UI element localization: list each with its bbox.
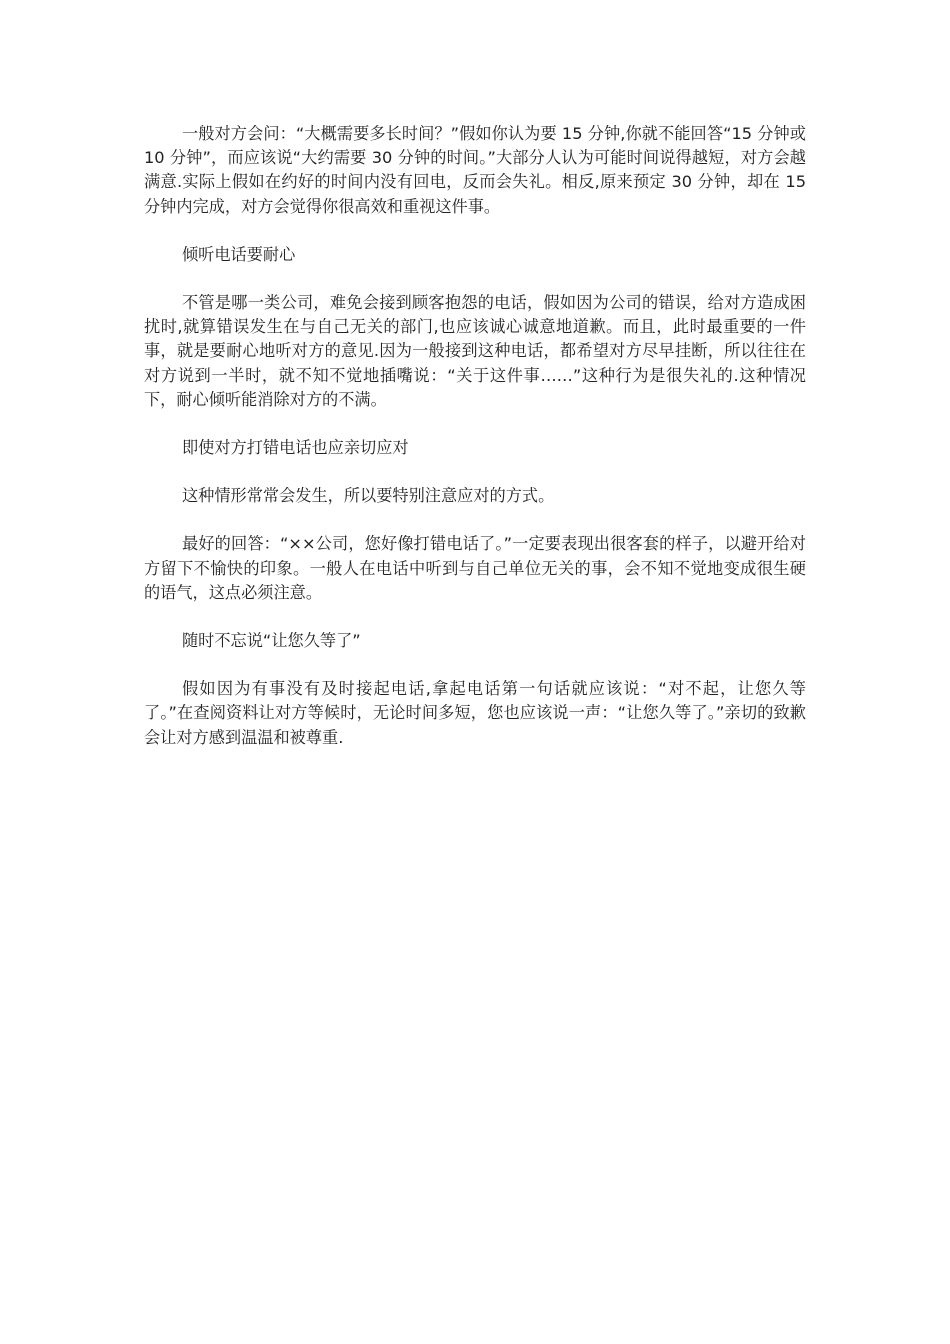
paragraph-best-answer: 最好的回答：“××公司，您好像打错电话了。”一定要表现出很客套的样子，以避开给对方留下不愉快的印象。一般人在电话中听到与自己单位无关的事，会不知不觉地变成很生硬的语气，这点必须注意。: [144, 534, 806, 602]
paragraph-complaints: 不管是哪一类公司，难免会接到顾客抱怨的电话，假如因为公司的错误，给对方造成困扰时,就算错误发生在与自己无关的部门,也应该诚心诚意地道歉。而且，此时最重要的一件事，就是要耐心地听对方的意见.因为一般接到这种电话，都希望对方尽早挂断，所以往往在对方说到一半时，就不知不觉地插嘴说：“关于这件事……”这种行为是很失礼的.这种情况下，耐心倾听能消除对方的不满。: [144, 293, 806, 409]
document-page: [144, 122, 806, 774]
section-heading-wrong-number: 即使对方打错电话也应亲切应对: [182, 438, 409, 458]
section-heading-listen-patiently: 倾听电话要耐心: [182, 244, 296, 264]
section-heading-sorry-wait: 随时不忘说“让您久等了”: [182, 631, 361, 651]
paragraph-apology: 假如因为有事没有及时接起电话,拿起电话第一句话就应该说：“对不起，让您久等了。”在查阅资料让对方等候时，无论时间多短，您也应该说一声：“让您久等了。”亲切的致歉会让对方感到温温和被尊重.: [144, 679, 806, 747]
paragraph-time-estimate: 一般对方会问：“大概需要多长时间？”假如你认为要 15 分钟,你就不能回答“15 分钟或 10 分钟”，而应该说“大约需要 30 分钟的时间。”大部分人认为可能时间说得越短，对方会越满意.实际上假如在约好的时间内没有回电，反而会失礼。相反,原来预定 30 分钟，却在 15 分钟内完成，对方会觉得你很高效和重视这件事。: [144, 124, 806, 216]
paragraph-wrong-number-intro: 这种情形常常会发生，所以要特别注意应对的方式。: [182, 486, 555, 506]
